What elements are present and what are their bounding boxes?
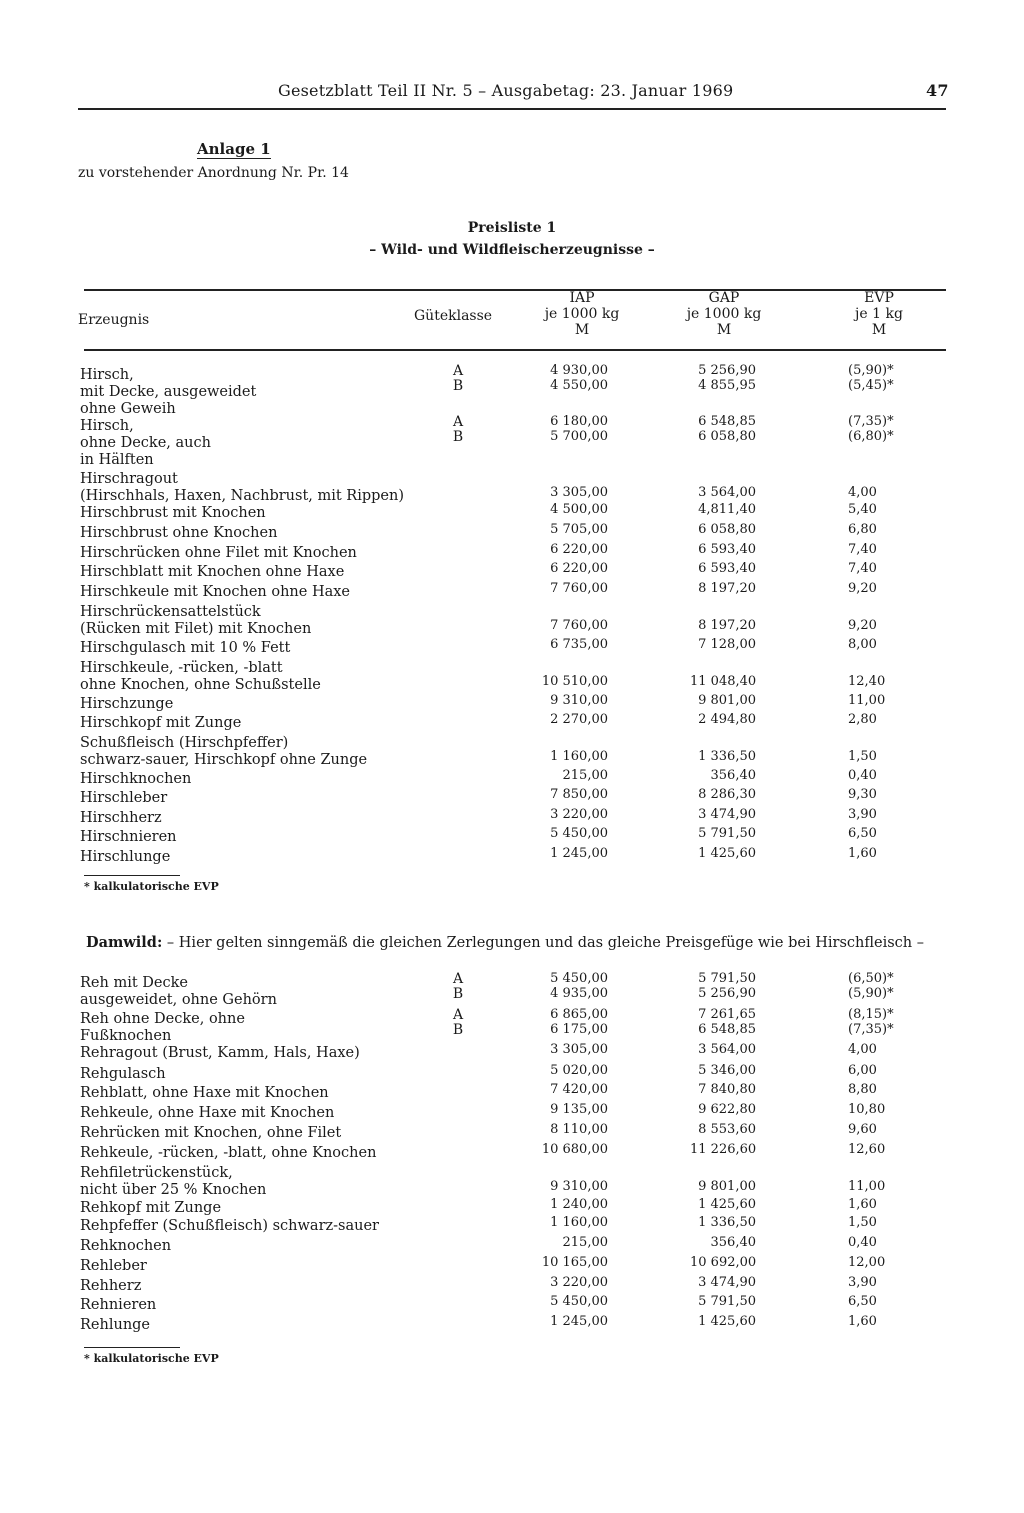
product-name: Hirschknochen — [80, 771, 192, 787]
product-name: Rehnieren — [80, 1297, 157, 1313]
product-name: Rehrücken mit Knochen, ohne Filet — [80, 1125, 342, 1141]
gap-cell: 6 058,80 — [698, 522, 756, 537]
product-name: (Rücken mit Filet) mit Knochen — [80, 621, 312, 637]
table-header-rule — [84, 349, 946, 351]
product-name: Rehknochen — [80, 1238, 172, 1254]
product-name: ausgeweidet, ohne Gehörn — [80, 992, 277, 1008]
evp-cell: 9,60 — [848, 1122, 877, 1137]
col-header-gap-line: M — [716, 322, 732, 338]
evp-cell: 6,00 — [848, 1063, 877, 1078]
gap-cell: 5 791,50 — [698, 1294, 756, 1309]
gap-cell: 1 425,60 — [698, 1314, 756, 1329]
col-header-iap-line: IAP — [569, 290, 595, 306]
gap-cell: 6 548,85 — [698, 414, 756, 429]
iap-cell: 215,00 — [562, 768, 608, 783]
gap-cell: 1 336,50 — [698, 749, 756, 764]
evp-cell: 7,40 — [848, 542, 877, 557]
col-header-evp-line: M — [871, 322, 887, 338]
product-name: Hirschblatt mit Knochen ohne Haxe — [80, 564, 345, 580]
evp-cell: 1,50 — [848, 749, 877, 764]
gap-cell: 10 692,00 — [690, 1255, 757, 1270]
gap-cell: 5 256,90 — [698, 363, 756, 378]
gap-cell: 5 346,00 — [698, 1063, 756, 1078]
col-header-iap-line: M — [574, 322, 590, 338]
col-header-evp — [834, 290, 924, 338]
evp-cell: 6,80 — [848, 522, 877, 537]
gap-cell: 7 840,80 — [698, 1082, 756, 1097]
evp-cell: 1,60 — [848, 1197, 877, 1212]
grade-cell: A — [452, 1007, 464, 1023]
evp-cell: 8,80 — [848, 1082, 877, 1097]
iap-cell: 4 935,00 — [550, 986, 608, 1001]
evp-cell: (6,50)* — [848, 971, 894, 986]
iap-cell: 1 245,00 — [550, 1314, 608, 1329]
col-header-evp-line: EVP — [864, 290, 894, 306]
product-name: Rehkeule, -rücken, -blatt, ohne Knochen — [80, 1145, 377, 1161]
footnote-kalkulatorische-evp: * kalkulatorische EVP — [84, 1352, 219, 1365]
preisliste-subtitle: – Wild- und Wildfleischerzeugnisse – — [369, 242, 655, 258]
iap-cell: 5 450,00 — [550, 971, 608, 986]
product-name: ohne Decke, auch — [80, 435, 211, 451]
col-header-iap — [530, 290, 634, 338]
evp-cell: 7,40 — [848, 561, 877, 576]
product-name: Reh ohne Decke, ohne — [80, 1011, 245, 1027]
evp-cell: 6,50 — [848, 1294, 877, 1309]
gap-cell: 5 256,90 — [698, 986, 756, 1001]
col-header-gueteklasse: Güteklasse — [414, 308, 493, 324]
evp-cell: 12,60 — [848, 1142, 886, 1157]
gap-cell: 3 564,00 — [698, 1042, 756, 1057]
product-name: Hirschkeule, -rücken, -blatt — [80, 660, 283, 676]
evp-cell: (5,45)* — [848, 378, 894, 393]
grade-cell: B — [452, 986, 464, 1002]
product-name: (Hirschhals, Haxen, Nachbrust, mit Rippen) — [80, 488, 405, 504]
page-number: 47 — [926, 81, 949, 100]
product-name: Schußfleisch (Hirschpfeffer) — [80, 735, 289, 751]
iap-cell: 9 135,00 — [550, 1102, 608, 1117]
preisliste-title: Preisliste 1 — [467, 220, 557, 236]
gap-cell: 356,40 — [710, 768, 756, 783]
grade-cell: B — [452, 378, 464, 394]
iap-cell: 3 220,00 — [550, 1275, 608, 1290]
product-name: Hirschkeule mit Knochen ohne Haxe — [80, 584, 351, 600]
gap-cell: 5 791,50 — [698, 971, 756, 986]
product-name: Rehfiletrückenstück, — [80, 1165, 233, 1181]
evp-cell: (8,15)* — [848, 1007, 894, 1022]
evp-cell: 9,30 — [848, 787, 877, 802]
gap-cell: 1 336,50 — [698, 1215, 756, 1230]
damwild-note — [86, 934, 924, 951]
header-rule — [78, 108, 946, 110]
iap-cell: 5 700,00 — [550, 429, 608, 444]
product-name: Rehragout (Brust, Kamm, Hals, Haxe) — [80, 1045, 360, 1061]
damwild-label: Damwild: — [86, 934, 163, 951]
gap-cell: 8 286,30 — [698, 787, 756, 802]
col-header-evp-line: je 1 kg — [855, 306, 903, 322]
evp-cell: 1,50 — [848, 1215, 877, 1230]
gap-cell: 4,811,40 — [698, 502, 756, 517]
table-top-rule — [84, 289, 946, 291]
product-name: Hirschnieren — [80, 829, 177, 845]
evp-cell: (5,90)* — [848, 363, 894, 378]
evp-cell: 11,00 — [848, 693, 886, 708]
footnote-rule — [84, 1347, 180, 1348]
iap-cell: 215,00 — [562, 1235, 608, 1250]
product-name: Hirschgulasch mit 10 % Fett — [80, 640, 291, 656]
product-name: Reh mit Decke — [80, 975, 188, 991]
page-header-title: Gesetzblatt Teil II Nr. 5 – Ausgabetag: 23. Januar 1969 — [278, 81, 734, 100]
gap-cell: 6 593,40 — [698, 561, 756, 576]
iap-cell: 6 220,00 — [550, 542, 608, 557]
iap-cell: 1 245,00 — [550, 846, 608, 861]
product-name: Hirschbrust ohne Knochen — [80, 525, 278, 541]
anlage-title: Anlage 1 — [197, 140, 271, 158]
gap-cell: 5 791,50 — [698, 826, 756, 841]
grade-cell: B — [452, 1022, 464, 1038]
evp-cell: 3,90 — [848, 1275, 877, 1290]
gap-cell: 4 855,95 — [698, 378, 756, 393]
product-name: Hirschragout — [80, 471, 178, 487]
iap-cell: 6 865,00 — [550, 1007, 608, 1022]
gap-cell: 11 226,60 — [690, 1142, 757, 1157]
gap-cell: 8 553,60 — [698, 1122, 756, 1137]
gap-cell: 1 425,60 — [698, 1197, 756, 1212]
evp-cell: (7,35)* — [848, 1022, 894, 1037]
product-name: Hirschleber — [80, 790, 168, 806]
gap-cell: 3 564,00 — [698, 485, 756, 500]
evp-cell: (5,90)* — [848, 986, 894, 1001]
iap-cell: 6 220,00 — [550, 561, 608, 576]
gap-cell: 3 474,90 — [698, 1275, 756, 1290]
evp-cell: (7,35)* — [848, 414, 894, 429]
iap-cell: 7 760,00 — [550, 618, 608, 633]
product-name: ohne Knochen, ohne Schußstelle — [80, 677, 321, 693]
iap-cell: 8 110,00 — [550, 1122, 608, 1137]
grade-cell: A — [452, 971, 464, 987]
evp-cell: (6,80)* — [848, 429, 894, 444]
gap-cell: 7 261,65 — [698, 1007, 756, 1022]
product-name: Rehpfeffer (Schußfleisch) schwarz-sauer — [80, 1218, 379, 1234]
product-name: Rehleber — [80, 1258, 147, 1274]
evp-cell: 8,00 — [848, 637, 877, 652]
iap-cell: 7 420,00 — [550, 1082, 608, 1097]
iap-cell: 5 705,00 — [550, 522, 608, 537]
product-name: Rehgulasch — [80, 1066, 166, 1082]
gap-cell: 9 801,00 — [698, 693, 756, 708]
col-header-gap — [672, 290, 776, 338]
product-name: ohne Geweih — [80, 401, 176, 417]
col-header-erzeugnis: Erzeugnis — [78, 312, 150, 328]
iap-cell: 7 760,00 — [550, 581, 608, 596]
evp-cell: 1,60 — [848, 1314, 877, 1329]
iap-cell: 7 850,00 — [550, 787, 608, 802]
gap-cell: 7 128,00 — [698, 637, 756, 652]
col-header-gap-line: GAP — [708, 290, 740, 306]
evp-cell: 9,20 — [848, 618, 877, 633]
iap-cell: 5 020,00 — [550, 1063, 608, 1078]
iap-cell: 1 160,00 — [550, 749, 608, 764]
damwild-text: – Hier gelten sinngemäß die gleichen Zerlegungen und das gleiche Preisgefüge wie bei Hirschfleisch – — [166, 935, 924, 951]
iap-cell: 6 735,00 — [550, 637, 608, 652]
product-name: Hirschrückensattelstück — [80, 604, 261, 620]
iap-cell: 2 270,00 — [550, 712, 608, 727]
product-name: Hirschzunge — [80, 696, 174, 712]
product-name: Hirsch, — [80, 367, 134, 383]
col-header-iap-line: je 1000 kg — [544, 306, 620, 322]
product-name: schwarz-sauer, Hirschkopf ohne Zunge — [80, 752, 368, 768]
iap-cell: 3 305,00 — [550, 485, 608, 500]
iap-cell: 9 310,00 — [550, 693, 608, 708]
iap-cell: 4 500,00 — [550, 502, 608, 517]
iap-cell: 9 310,00 — [550, 1179, 608, 1194]
product-name: Rehkeule, ohne Haxe mit Knochen — [80, 1105, 335, 1121]
product-name: Hirschkopf mit Zunge — [80, 715, 242, 731]
product-name: Fußknochen — [80, 1028, 172, 1044]
gap-cell: 6 593,40 — [698, 542, 756, 557]
iap-cell: 1 160,00 — [550, 1215, 608, 1230]
evp-cell: 6,50 — [848, 826, 877, 841]
gap-cell: 3 474,90 — [698, 807, 756, 822]
iap-cell: 5 450,00 — [550, 826, 608, 841]
evp-cell: 12,00 — [848, 1255, 886, 1270]
evp-cell: 5,40 — [848, 502, 877, 517]
anlage-subtitle: zu vorstehender Anordnung Nr. Pr. 14 — [78, 165, 349, 181]
evp-cell: 10,80 — [848, 1102, 886, 1117]
product-name: nicht über 25 % Knochen — [80, 1182, 267, 1198]
grade-cell: A — [452, 363, 464, 379]
product-name: Hirschherz — [80, 810, 162, 826]
gap-cell: 8 197,20 — [698, 581, 756, 596]
gap-cell: 9 801,00 — [698, 1179, 756, 1194]
evp-cell: 4,00 — [848, 1042, 877, 1057]
product-name: Rehherz — [80, 1278, 142, 1294]
gap-cell: 11 048,40 — [690, 674, 757, 689]
product-name: Rehkopf mit Zunge — [80, 1200, 222, 1216]
iap-cell: 10 510,00 — [541, 674, 608, 689]
evp-cell: 12,40 — [848, 674, 886, 689]
product-name: Rehlunge — [80, 1317, 151, 1333]
product-name: Hirschrücken ohne Filet mit Knochen — [80, 545, 357, 561]
iap-cell: 10 165,00 — [541, 1255, 608, 1270]
product-name: Hirsch, — [80, 418, 134, 434]
iap-cell: 10 680,00 — [541, 1142, 608, 1157]
product-name: mit Decke, ausgeweidet — [80, 384, 257, 400]
evp-cell: 0,40 — [848, 768, 877, 783]
iap-cell: 6 175,00 — [550, 1022, 608, 1037]
gap-cell: 6 548,85 — [698, 1022, 756, 1037]
grade-cell: A — [452, 414, 464, 430]
footnote-rule — [84, 875, 180, 876]
iap-cell: 3 305,00 — [550, 1042, 608, 1057]
evp-cell: 4,00 — [848, 485, 877, 500]
evp-cell: 9,20 — [848, 581, 877, 596]
product-name: Hirschlunge — [80, 849, 171, 865]
product-name: in Hälften — [80, 452, 154, 468]
gap-cell: 8 197,20 — [698, 618, 756, 633]
gap-cell: 9 622,80 — [698, 1102, 756, 1117]
iap-cell: 1 240,00 — [550, 1197, 608, 1212]
iap-cell: 3 220,00 — [550, 807, 608, 822]
iap-cell: 4 930,00 — [550, 363, 608, 378]
gap-cell: 2 494,80 — [698, 712, 756, 727]
gap-cell: 356,40 — [710, 1235, 756, 1250]
evp-cell: 11,00 — [848, 1179, 886, 1194]
col-header-gap-line: je 1000 kg — [686, 306, 762, 322]
evp-cell: 2,80 — [848, 712, 877, 727]
evp-cell: 3,90 — [848, 807, 877, 822]
evp-cell: 0,40 — [848, 1235, 877, 1250]
evp-cell: 1,60 — [848, 846, 877, 861]
gap-cell: 1 425,60 — [698, 846, 756, 861]
footnote-kalkulatorische-evp: * kalkulatorische EVP — [84, 880, 219, 893]
iap-cell: 4 550,00 — [550, 378, 608, 393]
iap-cell: 6 180,00 — [550, 414, 608, 429]
gap-cell: 6 058,80 — [698, 429, 756, 444]
grade-cell: B — [452, 429, 464, 445]
product-name: Rehblatt, ohne Haxe mit Knochen — [80, 1085, 329, 1101]
product-name: Hirschbrust mit Knochen — [80, 505, 266, 521]
iap-cell: 5 450,00 — [550, 1294, 608, 1309]
